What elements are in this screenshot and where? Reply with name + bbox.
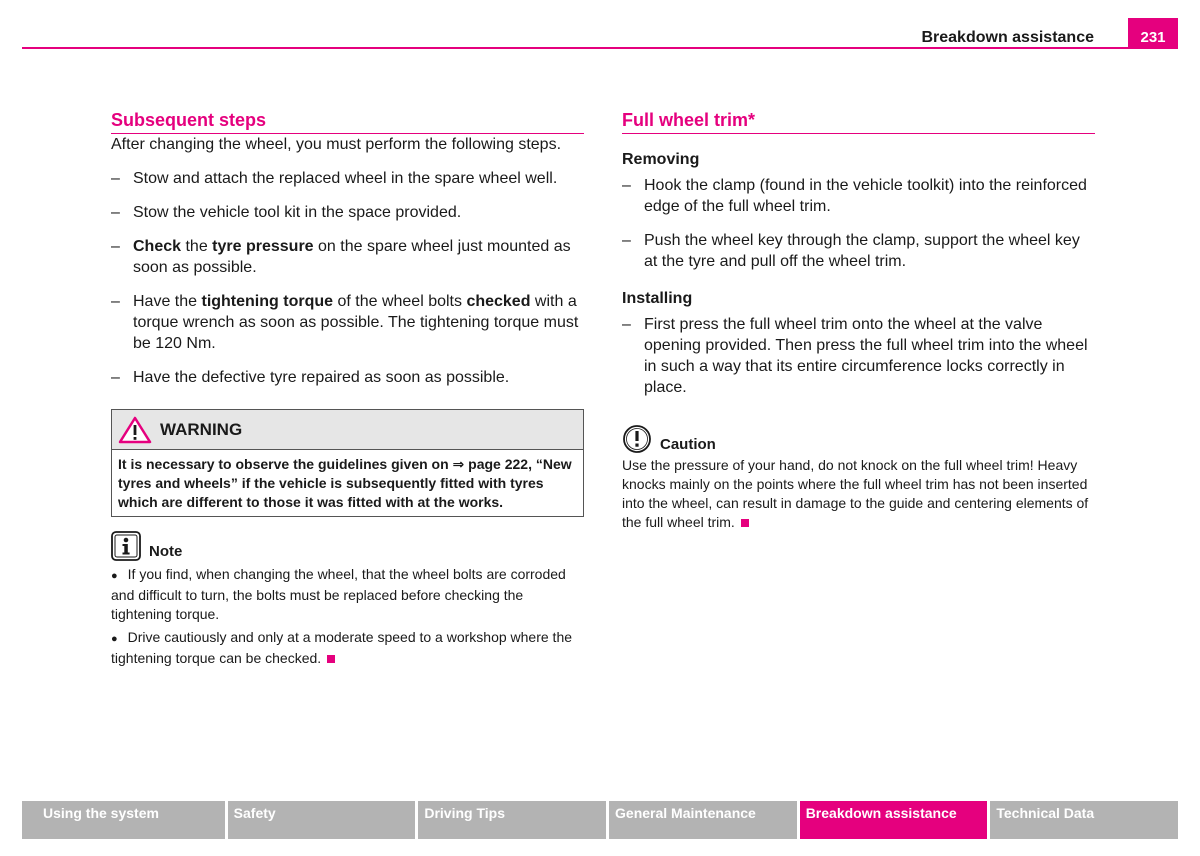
section-title-subsequent-steps: Subsequent steps (111, 110, 584, 134)
warning-title: WARNING (160, 419, 243, 439)
right-column (622, 110, 1095, 532)
section-title-full-wheel-trim: Full wheel trim* (622, 110, 1095, 134)
dash-marker: – (622, 316, 631, 333)
dash-marker: – (111, 170, 120, 187)
dash-marker: – (111, 204, 120, 221)
dash-marker: – (111, 238, 120, 255)
dash-marker: – (622, 177, 631, 194)
caution-text: Use the pressure of your hand, do not knock on the full wheel trim! Heavy knocks mainly on the points where the full wheel trim has not been inserted into the wheel, can result in damage to the guide and centering elements of the full wheel trim. (622, 457, 1089, 530)
installing-heading: Installing (622, 290, 693, 307)
list-item: – Have the defective tyre repaired as soon as possible. (111, 369, 510, 386)
info-note-icon (111, 531, 141, 561)
intro-text: After changing the wheel, you must perform the following steps. (111, 136, 562, 153)
tab-technical-data[interactable]: Technical Data (990, 801, 1178, 839)
warning-header (112, 410, 583, 450)
tab-using-the-system[interactable]: Using the system (22, 801, 225, 839)
tab-general-maintenance[interactable]: General Maintenance (609, 801, 797, 839)
installing-steps (622, 314, 1095, 398)
list-item: – Push the wheel key through the clamp, support the wheel key at the tyre and pull off the wheel trim. (622, 232, 1080, 270)
footer-nav (22, 801, 1178, 839)
caution-icon (622, 424, 652, 454)
left-column (111, 110, 584, 668)
dash-marker: – (111, 369, 120, 386)
list-item: – First press the full wheel trim onto the wheel at the valve opening provided. Then press the full wheel trim into the wheel in such a way that its entire circumference locks correctly in place. (622, 316, 1088, 396)
list-item: – Have the tightening torque of the wheel bolts checked with a torque wrench as soon as possible. The tightening torque must be 120 Nm. (111, 293, 579, 352)
tab-safety[interactable]: Safety (228, 801, 416, 839)
list-item: – Hook the clamp (found in the vehicle toolkit) into the reinforced edge of the full wheel trim. (622, 177, 1087, 215)
dash-marker: – (622, 232, 631, 249)
note-item: ● If you find, when changing the wheel, that the wheel bolts are corroded and difficult to turn, the bolts must be replaced before checking the tightening torque. (111, 566, 566, 622)
removing-heading: Removing (622, 151, 700, 168)
note-title: Note (149, 543, 183, 560)
caution-title: Caution (660, 436, 716, 453)
list-item: – Stow and attach the replaced wheel in the spare wheel well. (111, 170, 558, 187)
dash-marker: – (111, 293, 120, 310)
header-rule (22, 47, 1178, 49)
header-title: Breakdown assistance (921, 29, 1094, 46)
warning-text: It is necessary to observe the guidelines given on ⇒ page 222, “New tyres and wheels” if the vehicle is subsequently fitted with tyres which are different to those it was fitted with at the works. (118, 456, 572, 510)
page-number: 231 (1128, 18, 1178, 49)
tab-driving-tips[interactable]: Driving Tips (418, 801, 606, 839)
warning-box (111, 409, 584, 517)
steps-list (111, 168, 584, 388)
caution-header (622, 424, 1095, 454)
end-of-section-marker (741, 519, 749, 527)
removing-steps (622, 175, 1095, 272)
list-item: – Stow the vehicle tool kit in the space provided. (111, 204, 462, 221)
bullet-dot: ● (111, 570, 118, 582)
note-header (111, 531, 584, 561)
bullet-dot: ● (111, 633, 118, 645)
end-of-section-marker (327, 655, 335, 663)
note-item: ● Drive cautiously and only at a moderate speed to a workshop where the tightening torque can be checked. (111, 629, 573, 666)
warning-triangle-icon (118, 416, 152, 444)
tab-breakdown-assistance[interactable]: Breakdown assistance (800, 801, 988, 839)
list-item: – Check the tyre pressure on the spare wheel just mounted as soon as possible. (111, 238, 571, 276)
